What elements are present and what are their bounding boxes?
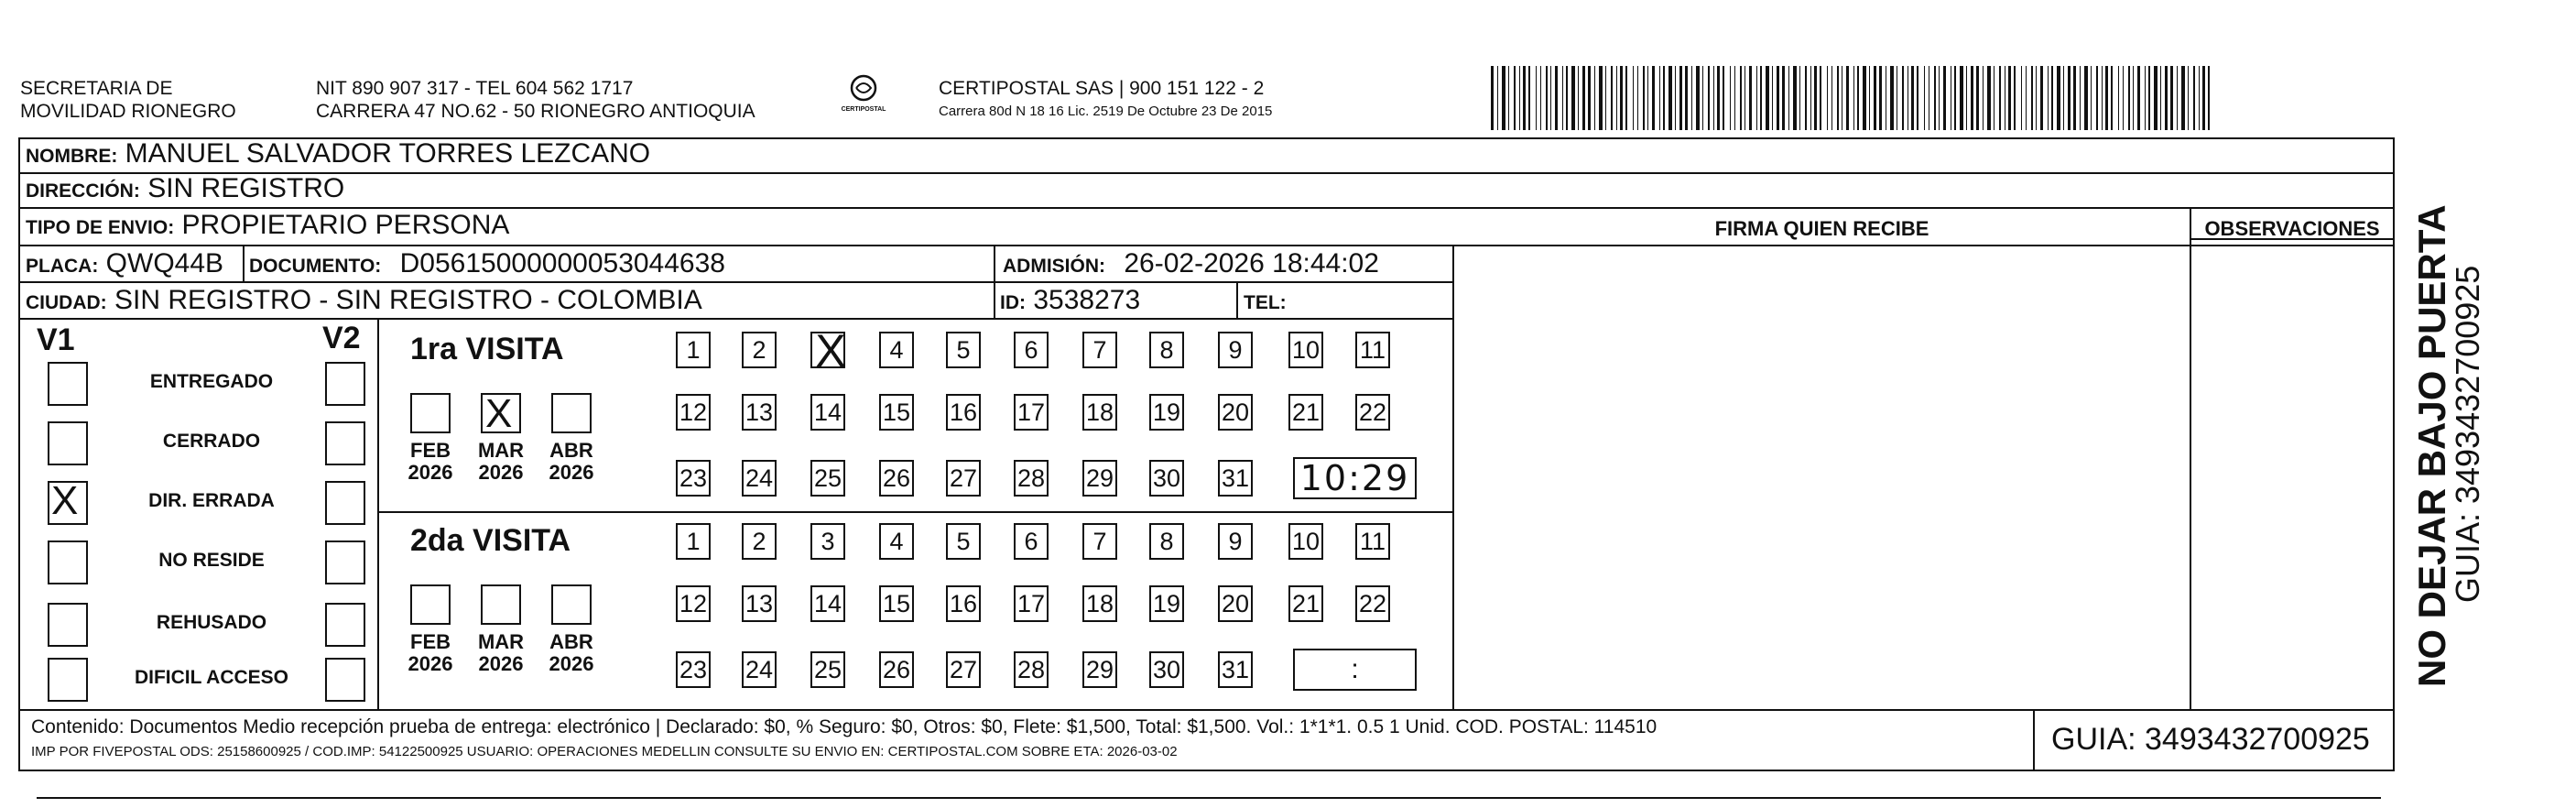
barcode-bar	[1983, 66, 1984, 130]
first-visit-month-checkbox[interactable]	[481, 391, 521, 436]
second-visit-day-30[interactable]: 30	[1149, 651, 1184, 688]
day-mark: X	[815, 325, 846, 377]
status-reason-label: CERRADO	[162, 431, 261, 452]
barcode-bar	[1734, 66, 1735, 130]
barcode-bar	[1546, 66, 1548, 130]
first-visit-day-19[interactable]: 19	[1149, 394, 1184, 431]
barcode-bar	[1713, 66, 1714, 130]
admission-value: 26-02-2026 18:44:02	[1124, 248, 1379, 278]
barcode-bar	[2123, 66, 2124, 130]
first-visit-day-31[interactable]: 31	[1218, 460, 1253, 497]
status-reason-label: REHUSADO	[156, 612, 267, 633]
barcode-bar	[1605, 66, 1606, 130]
barcode-bar	[1805, 66, 1807, 130]
barcode-bar	[1633, 66, 1634, 130]
month-year: 2026	[408, 461, 453, 484]
document-value: D05615000000053044638	[399, 248, 725, 278]
barcode-bar	[1756, 66, 1757, 130]
barcode-bar	[1902, 66, 1904, 130]
barcode-bar	[1691, 66, 1692, 130]
barcode-bar	[1571, 66, 1575, 130]
second-visit-day-1[interactable]: 1	[676, 523, 711, 560]
barcode-bar	[1637, 66, 1638, 130]
month-year: 2026	[408, 652, 453, 675]
barcode-bar	[2188, 66, 2189, 130]
first-visit-day-20[interactable]: 20	[1218, 394, 1253, 431]
barcode-bar	[1766, 66, 1769, 130]
second-visit-day-23[interactable]: 23	[676, 651, 711, 688]
second-visit-time[interactable]: :	[1293, 649, 1417, 691]
side-guide-number: GUIA: 3493432700925	[2449, 265, 2486, 603]
shipping-type-label: TIPO DE ENVIO:	[26, 217, 175, 238]
barcode-bar	[2096, 66, 2098, 130]
second-visit-title: 2da VISITA	[410, 523, 571, 558]
barcode-bar	[1837, 66, 1839, 130]
v1-checkbox-4[interactable]	[48, 603, 88, 647]
tel-label: TEL:	[1244, 292, 1287, 313]
barcode-bar	[2181, 66, 2185, 130]
v1-checkbox-2[interactable]	[48, 478, 88, 525]
barcode-bar	[2160, 66, 2161, 130]
month-name: ABR	[549, 439, 593, 462]
first-visit-day-25[interactable]: 25	[810, 460, 845, 497]
first-visit-day-23[interactable]: 23	[676, 460, 711, 497]
barcode-bar	[1939, 66, 1940, 130]
barcode-bar	[1497, 66, 1498, 130]
second-visit-day-8[interactable]: 8	[1149, 523, 1184, 560]
barcode-bar	[2170, 66, 2173, 130]
name-label: NOMBRE:	[26, 146, 118, 167]
status-reason-label: DIFICIL ACCESO	[134, 667, 288, 688]
first-visit-day-7[interactable]: 7	[1082, 332, 1117, 368]
id-value: 3538273	[1033, 285, 1141, 315]
barcode-bar	[1924, 66, 1925, 130]
issuer-address: CARRERA 47 NO.62 - 50 RIONEGRO ANTIOQUIA	[316, 101, 755, 122]
barcode-bar	[1647, 66, 1648, 130]
second-visit-day-5[interactable]: 5	[946, 523, 981, 560]
barcode-bar	[2091, 66, 2092, 130]
second-visit-day-3[interactable]: 3	[810, 523, 845, 560]
name-field	[26, 139, 650, 171]
barcode-bar	[1550, 66, 1551, 130]
barcode-bar	[1782, 66, 1785, 130]
certipostal-logo	[831, 73, 896, 119]
barcode-bar	[1696, 66, 1700, 130]
status-reason-label: ENTREGADO	[149, 371, 274, 392]
barcode-bar	[1777, 66, 1779, 130]
barcode-bar	[2021, 66, 2022, 130]
nit-line: NIT 890 907 317 - TEL 604 562 1717	[316, 78, 634, 99]
barcode-bar	[2057, 66, 2060, 130]
first-visit-day-24[interactable]: 24	[742, 460, 777, 497]
first-visit-month-label	[469, 440, 533, 484]
v2-checkbox-3[interactable]	[325, 540, 365, 584]
v1-checkbox-0[interactable]	[48, 362, 88, 406]
address-field	[26, 174, 344, 206]
second-visit-day-15[interactable]: 15	[879, 585, 914, 622]
v1-checkbox-1[interactable]	[48, 421, 88, 465]
barcode-bar	[1740, 66, 1742, 130]
recipient-name: MANUEL SALVADOR TORRES LEZCANO	[125, 138, 651, 169]
observations-area[interactable]	[2193, 242, 2391, 707]
second-visit-day-31[interactable]: 31	[1218, 651, 1253, 688]
first-visit-day-28[interactable]: 28	[1014, 460, 1049, 497]
barcode-bar	[1960, 66, 1963, 130]
month-name: MAR	[477, 630, 525, 653]
v1-mark: X	[51, 478, 79, 523]
barcode-bar	[1679, 66, 1682, 130]
barcode-bar	[2080, 66, 2081, 130]
barcode-bar	[1668, 66, 1672, 130]
barcode	[1491, 66, 2219, 130]
courier-line-2: Carrera 80d N 18 16 Lic. 2519 De Octubre 23 De 2015	[939, 104, 1273, 119]
second-visit-day-27[interactable]: 27	[946, 651, 981, 688]
v2-checkbox-4[interactable]	[325, 603, 365, 647]
admission-field	[1003, 249, 1379, 281]
barcode-bar	[1760, 66, 1762, 130]
first-visit-day-9[interactable]: 9	[1218, 332, 1253, 368]
second-visit-day-19[interactable]: 19	[1149, 585, 1184, 622]
month-name: ABR	[549, 630, 593, 653]
signature-column-header: FIRMA QUIEN RECIBE	[1714, 217, 1929, 240]
second-visit-day-29[interactable]: 29	[1082, 651, 1117, 688]
barcode-bar	[2154, 66, 2158, 130]
barcode-bar	[1708, 66, 1710, 130]
second-visit-day-20[interactable]: 20	[1218, 585, 1253, 622]
barcode-bar	[1536, 66, 1537, 130]
second-visit-month-label	[469, 631, 533, 675]
plate-value: QWQ44B	[105, 248, 224, 278]
document-label: DOCUMENTO:	[249, 256, 382, 277]
first-visit-day-15[interactable]: 15	[879, 394, 914, 431]
barcode-bar	[1582, 66, 1585, 130]
barcode-bar	[1917, 66, 1918, 130]
barcode-bar	[2137, 66, 2140, 130]
first-visit-month-checkbox[interactable]	[551, 393, 592, 433]
barcode-bar	[2118, 66, 2119, 130]
recipient-address: SIN REGISTRO	[147, 173, 345, 203]
barcode-bar	[2031, 66, 2033, 130]
barcode-bar	[1502, 66, 1505, 130]
month-name: FEB	[410, 439, 451, 462]
barcode-bar	[1879, 66, 1882, 130]
barcode-bar	[1827, 66, 1828, 130]
status-reason-label: DIR. ERRADA	[148, 490, 275, 511]
barcode-bar	[1663, 66, 1665, 130]
barcode-bar	[2208, 66, 2210, 130]
v2-header: V2	[322, 321, 361, 355]
barcode-bar	[2165, 66, 2168, 130]
month-year: 2026	[549, 652, 594, 675]
first-visit-day-5[interactable]: 5	[946, 332, 981, 368]
footer-guide-number: GUIA: 3493432700925	[2051, 722, 2370, 757]
barcode-bar	[1857, 66, 1859, 130]
second-visit-day-21[interactable]: 21	[1288, 585, 1323, 622]
second-visit-month-label	[539, 631, 603, 675]
first-visit-month-label	[398, 440, 462, 484]
barcode-bar	[1799, 66, 1800, 130]
barcode-bar	[1643, 66, 1645, 130]
barcode-bar	[1562, 66, 1563, 130]
first-visit-day-16[interactable]: 16	[946, 394, 981, 431]
barcode-bar	[1869, 66, 1870, 130]
barcode-bar	[1831, 66, 1832, 130]
barcode-bar	[1588, 66, 1591, 130]
second-visit-day-11[interactable]: 11	[1355, 523, 1390, 560]
barcode-bar	[1523, 66, 1526, 130]
barcode-bar	[1659, 66, 1660, 130]
second-visit-day-25[interactable]: 25	[810, 651, 845, 688]
shipping-type-field	[26, 211, 509, 243]
observations-column-header: OBSERVACIONES	[2204, 217, 2380, 240]
barcode-bar	[1599, 66, 1603, 130]
second-visit-day-14[interactable]: 14	[810, 585, 845, 622]
barcode-bar	[2051, 66, 2053, 130]
first-visit-day-21[interactable]: 21	[1288, 394, 1323, 431]
second-visit-day-12[interactable]: 12	[676, 585, 711, 622]
month-year: 2026	[478, 652, 524, 675]
first-visit-day-29[interactable]: 29	[1082, 460, 1117, 497]
barcode-bar	[2177, 66, 2178, 130]
second-visit-day-22[interactable]: 22	[1355, 585, 1390, 622]
barcode-bar	[1943, 66, 1946, 130]
first-visit-day-27[interactable]: 27	[946, 460, 981, 497]
barcode-bar	[2084, 66, 2088, 130]
logo-text: CERTIPOSTAL	[841, 106, 886, 113]
first-visit-day-18[interactable]: 18	[1082, 394, 1117, 431]
first-visit-month-checkbox[interactable]	[410, 393, 451, 433]
barcode-bar	[1528, 66, 1530, 130]
second-visit-month-checkbox[interactable]	[410, 584, 451, 625]
barcode-bar	[2063, 66, 2064, 130]
barcode-bar	[1971, 66, 1973, 130]
barcode-bar	[1814, 66, 1817, 130]
barcode-bar	[2014, 66, 2016, 130]
first-visit-day-4[interactable]: 4	[879, 332, 914, 368]
barcode-bar	[1810, 66, 1811, 130]
issuer-line-1: SECRETARIA DE	[20, 78, 173, 99]
second-visit-day-4[interactable]: 4	[879, 523, 914, 560]
v2-checkbox-0[interactable]	[325, 362, 365, 406]
print-info-line: IMP POR FIVEPOSTAL ODS: 25158600925 / COD.IMP: 54122500925 USUARIO: OPERACIONES MEDELLIN CONSULTE SU ENVIO EN: CERTIPOSTAL.COM SOBRE ETA: 2026-03-02	[31, 744, 1178, 759]
first-visit-day-12[interactable]: 12	[676, 394, 711, 431]
barcode-bar	[2008, 66, 2011, 130]
first-visit-day-10[interactable]: 10	[1288, 332, 1323, 368]
barcode-bar	[2105, 66, 2108, 130]
barcode-bar	[2133, 66, 2134, 130]
first-visit-day-22[interactable]: 22	[1355, 394, 1390, 431]
barcode-bar	[1788, 66, 1789, 130]
barcode-bar	[1702, 66, 1703, 130]
barcode-bar	[1514, 66, 1516, 130]
barcode-bar	[1652, 66, 1655, 130]
barcode-bar	[1730, 66, 1731, 130]
tel-field	[1244, 286, 1287, 318]
first-visit-day-13[interactable]: 13	[742, 394, 777, 431]
city-field	[26, 286, 702, 318]
barcode-bar	[2073, 66, 2076, 130]
v1-checkbox-5[interactable]	[48, 658, 88, 702]
first-visit-day-8[interactable]: 8	[1149, 332, 1184, 368]
barcode-bar	[1874, 66, 1876, 130]
first-visit-title: 1ra VISITA	[410, 332, 564, 366]
courier-line-1: CERTIPOSTAL SAS | 900 151 122 - 2	[939, 78, 1265, 99]
barcode-bar	[2202, 66, 2205, 130]
v1-checkbox-3[interactable]	[48, 540, 88, 584]
first-visit-day-2[interactable]: 2	[742, 332, 777, 368]
issuer-contact	[316, 77, 755, 123]
barcode-bar	[1625, 66, 1627, 130]
barcode-bar	[1508, 66, 1509, 130]
barcode-bar	[2111, 66, 2113, 130]
second-visit-day-9[interactable]: 9	[1218, 523, 1253, 560]
city-value: SIN REGISTRO - SIN REGISTRO - COLOMBIA	[114, 285, 702, 315]
barcode-bar	[2148, 66, 2150, 130]
barcode-bar	[1966, 66, 1967, 130]
barcode-bar	[1578, 66, 1579, 130]
barcode-bar	[1846, 66, 1849, 130]
barcode-bar	[1911, 66, 1914, 130]
barcode-bar	[1519, 66, 1520, 130]
first-visit-day-6[interactable]: 6	[1014, 332, 1049, 368]
barcode-bar	[1987, 66, 1991, 130]
barcode-bar	[2102, 66, 2103, 130]
barcode-bar	[2068, 66, 2071, 130]
id-field	[1000, 286, 1140, 318]
barcode-bar	[1954, 66, 1956, 130]
no-leave-under-door-warning: NO DEJAR BAJO PUERTA	[2410, 204, 2453, 687]
month-name: FEB	[410, 630, 451, 653]
second-visit-day-26[interactable]: 26	[879, 651, 914, 688]
v2-checkbox-1[interactable]	[325, 421, 365, 465]
courier-info	[939, 77, 1272, 123]
barcode-bar	[1717, 66, 1720, 130]
city-label: CIUDAD:	[26, 292, 107, 313]
shipping-type: PROPIETARIO PERSONA	[181, 210, 510, 240]
barcode-bar	[1566, 66, 1568, 130]
barcode-bar	[1685, 66, 1688, 130]
barcode-bar	[1820, 66, 1821, 130]
barcode-bar	[1555, 66, 1558, 130]
plate-label: PLACA:	[26, 256, 99, 277]
barcode-bar	[1675, 66, 1676, 130]
second-visit-day-28[interactable]: 28	[1014, 651, 1049, 688]
admission-label: ADMISIÓN:	[1003, 256, 1105, 277]
barcode-bar	[1620, 66, 1623, 130]
first-visit-day-3[interactable]	[810, 325, 846, 377]
second-visit-day-6[interactable]: 6	[1014, 523, 1049, 560]
second-visit-month-checkbox[interactable]	[481, 584, 521, 625]
barcode-bar	[1540, 66, 1541, 130]
barcode-bar	[2048, 66, 2049, 130]
barcode-bar	[2036, 66, 2037, 130]
barcode-bar	[2193, 66, 2195, 130]
second-visit-day-16[interactable]: 16	[946, 585, 981, 622]
month-year: 2026	[478, 461, 524, 484]
barcode-bar	[1594, 66, 1595, 130]
first-visit-day-11[interactable]: 11	[1355, 332, 1390, 368]
signature-area[interactable]	[1456, 247, 2187, 707]
second-visit-day-2[interactable]: 2	[742, 523, 777, 560]
first-visit-day-1[interactable]: 1	[676, 332, 711, 368]
v2-checkbox-5[interactable]	[325, 658, 365, 702]
id-label: ID:	[1000, 292, 1026, 313]
issuer-name	[20, 77, 236, 123]
barcode-bar	[1976, 66, 1979, 130]
barcode-bar	[1793, 66, 1797, 130]
address-label: DIRECCIÓN:	[26, 180, 140, 202]
month-mark: X	[485, 391, 513, 436]
second-visit-day-17[interactable]: 17	[1014, 585, 1049, 622]
barcode-bar	[1611, 66, 1613, 130]
barcode-bar	[1616, 66, 1617, 130]
second-visit-day-13[interactable]: 13	[742, 585, 777, 622]
first-visit-day-17[interactable]: 17	[1014, 394, 1049, 431]
barcode-bar	[1890, 66, 1894, 130]
barcode-bar	[1863, 66, 1866, 130]
barcode-bar	[1853, 66, 1854, 130]
second-visit-day-18[interactable]: 18	[1082, 585, 1117, 622]
barcode-bar	[1999, 66, 2001, 130]
barcode-bar	[1723, 66, 1724, 130]
first-visit-day-14[interactable]: 14	[810, 394, 845, 431]
barcode-bar	[2040, 66, 2043, 130]
first-visit-month-label	[539, 440, 603, 484]
barcode-bar	[1749, 66, 1752, 130]
second-visit-day-10[interactable]: 10	[1288, 523, 1323, 560]
barcode-bar	[1491, 66, 1494, 130]
first-visit-time[interactable]: 10:29	[1293, 457, 1417, 499]
document-field	[249, 249, 725, 281]
issuer-line-2: MOVILIDAD RIONEGRO	[20, 101, 236, 122]
month-year: 2026	[549, 461, 594, 484]
first-visit-day-26[interactable]: 26	[879, 460, 914, 497]
month-name: MAR	[477, 439, 525, 462]
second-visit-month-label	[398, 631, 462, 675]
barcode-bar	[2145, 66, 2146, 130]
barcode-bar	[2199, 66, 2200, 130]
second-visit-day-24[interactable]: 24	[742, 651, 777, 688]
barcode-bar	[1772, 66, 1773, 130]
barcode-bar	[2128, 66, 2130, 130]
plate-field	[26, 249, 223, 281]
v2-checkbox-2[interactable]	[325, 481, 365, 525]
barcode-bar	[1934, 66, 1936, 130]
content-line: Contenido: Documentos Medio recepción prueba de entrega: electrónico | Declarado: $0, % Seguro: $0, Otros: $0, Flete: $1,500, Total: $1,500. Vol.: 1*1*1. 0.5 1 Unid. COD. POSTAL: 114510	[31, 716, 1658, 737]
first-visit-day-30[interactable]: 30	[1149, 460, 1184, 497]
v1-header: V1	[37, 322, 75, 357]
status-reason-label: NO RESIDE	[158, 550, 265, 571]
second-visit-month-checkbox[interactable]	[551, 584, 592, 625]
second-visit-day-7[interactable]: 7	[1082, 523, 1117, 560]
barcode-bar	[2026, 66, 2027, 130]
